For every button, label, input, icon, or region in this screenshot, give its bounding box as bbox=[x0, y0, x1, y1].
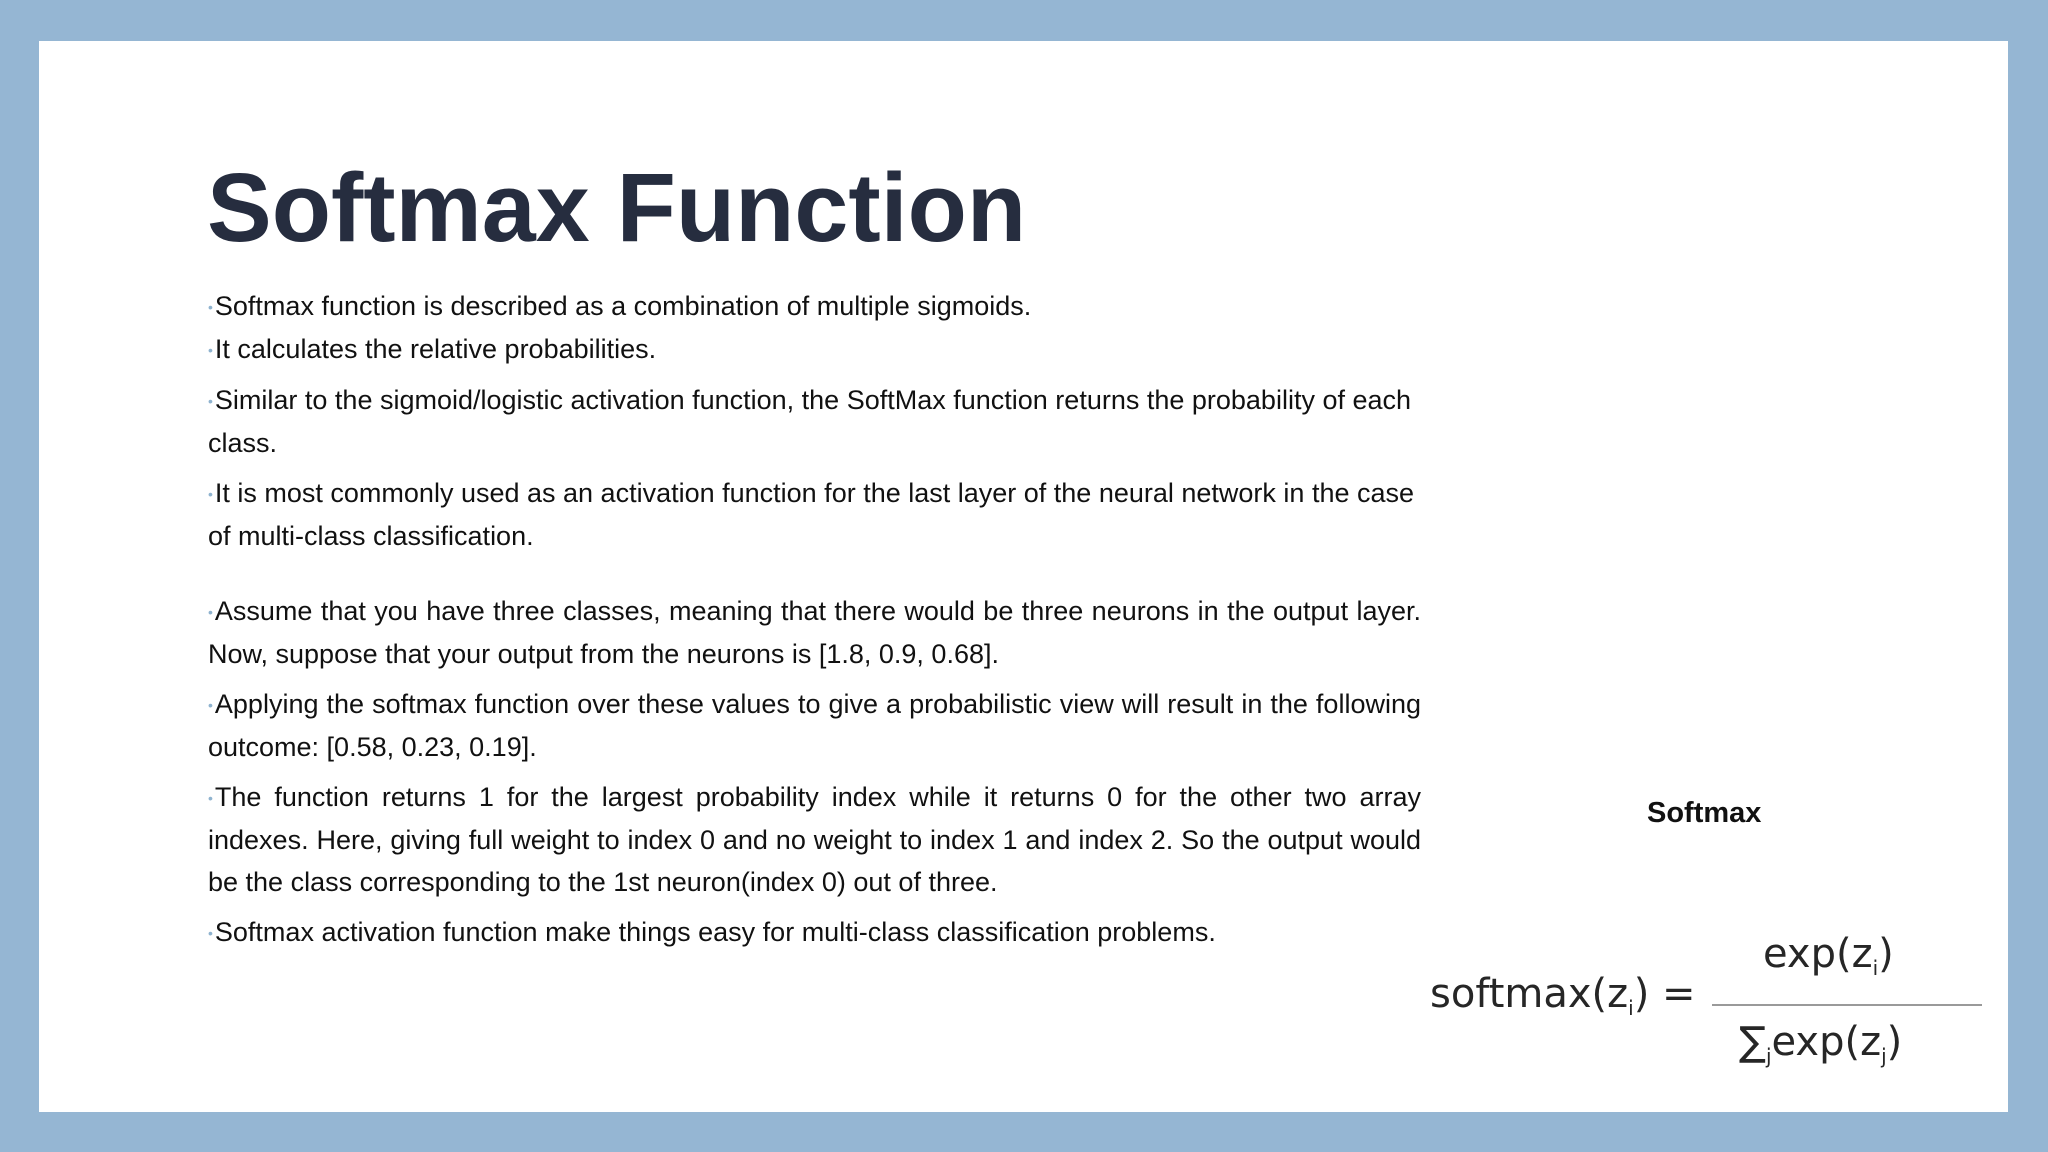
slide-title: Softmax Function bbox=[207, 153, 1027, 262]
bullet-text: The function returns 1 for the largest probability index while it returns 0 for the other two array indexes. Here, giving full weight to index 0 and no weight to index 1 and index 2. So the output would be the class corresponding to the 1st neuron(index 0) out of three. bbox=[208, 782, 1421, 897]
bullet-dot-icon: • bbox=[208, 790, 213, 806]
formula-caption: Softmax bbox=[1647, 797, 1762, 829]
formula-lhs bbox=[1430, 971, 1696, 1020]
bullet-item bbox=[208, 911, 1421, 954]
formula-sigma-subscript: j bbox=[1765, 1044, 1772, 1068]
sigma-icon: ∑ bbox=[1739, 1019, 1766, 1065]
fraction-bar bbox=[1712, 1004, 1982, 1006]
formula-denominator-close: ) bbox=[1886, 1019, 1903, 1065]
bullet-item bbox=[208, 472, 1421, 557]
formula-lhs-subscript: i bbox=[1628, 996, 1634, 1020]
bullet-text: Softmax activation function make things easy for multi-class classification problems. bbox=[214, 917, 1216, 947]
formula-denominator-text: exp(z bbox=[1771, 1019, 1882, 1065]
bullet-dot-icon: • bbox=[208, 299, 213, 315]
formula-numerator-close: ) bbox=[1878, 931, 1894, 977]
bullet-dot-icon: • bbox=[208, 604, 213, 620]
bullet-text: Similar to the sigmoid/logistic activation function, the SoftMax function returns the probability of each class. bbox=[208, 385, 1412, 458]
formula-denominator-subscript: j bbox=[1881, 1044, 1887, 1068]
bullet-item bbox=[208, 379, 1421, 464]
bullet-item bbox=[208, 590, 1421, 675]
formula-numerator-text: exp(z bbox=[1763, 931, 1873, 977]
bullet-item bbox=[208, 328, 1421, 371]
formula-lhs-close: ) = bbox=[1633, 971, 1696, 1017]
bullet-item bbox=[208, 776, 1421, 903]
formula-denominator bbox=[1739, 1019, 1902, 1068]
bullet-text: It is most commonly used as an activation function for the last layer of the neural network in the case of multi-class classification. bbox=[208, 478, 1415, 551]
bullet-text: It calculates the relative probabilities. bbox=[214, 334, 657, 364]
bullet-dot-icon: • bbox=[208, 925, 213, 941]
bullet-dot-icon: • bbox=[208, 342, 213, 358]
formula-lhs-name: softmax(z bbox=[1430, 971, 1629, 1017]
bullet-list bbox=[208, 285, 1421, 954]
bullet-text: Assume that you have three classes, meaning that there would be three neurons in the output layer. Now, suppose that your output from the neurons is [1.8, 0.9, 0.68]. bbox=[208, 596, 1421, 669]
bullet-item bbox=[208, 285, 1421, 328]
bullet-text: Softmax function is described as a combination of multiple sigmoids. bbox=[214, 291, 1032, 321]
bullet-dot-icon: • bbox=[208, 393, 213, 409]
bullet-dot-icon: • bbox=[208, 486, 213, 502]
bullet-item bbox=[208, 683, 1421, 768]
formula-numerator-subscript: i bbox=[1872, 956, 1879, 980]
softmax-formula bbox=[1430, 925, 1990, 1085]
bullet-text: Applying the softmax function over these values to give a probabilistic view will result in the following outcome: [0.58, 0.23, 0.19]. bbox=[208, 689, 1421, 762]
bullet-dot-icon: • bbox=[208, 697, 213, 713]
formula-numerator bbox=[1763, 931, 1894, 980]
